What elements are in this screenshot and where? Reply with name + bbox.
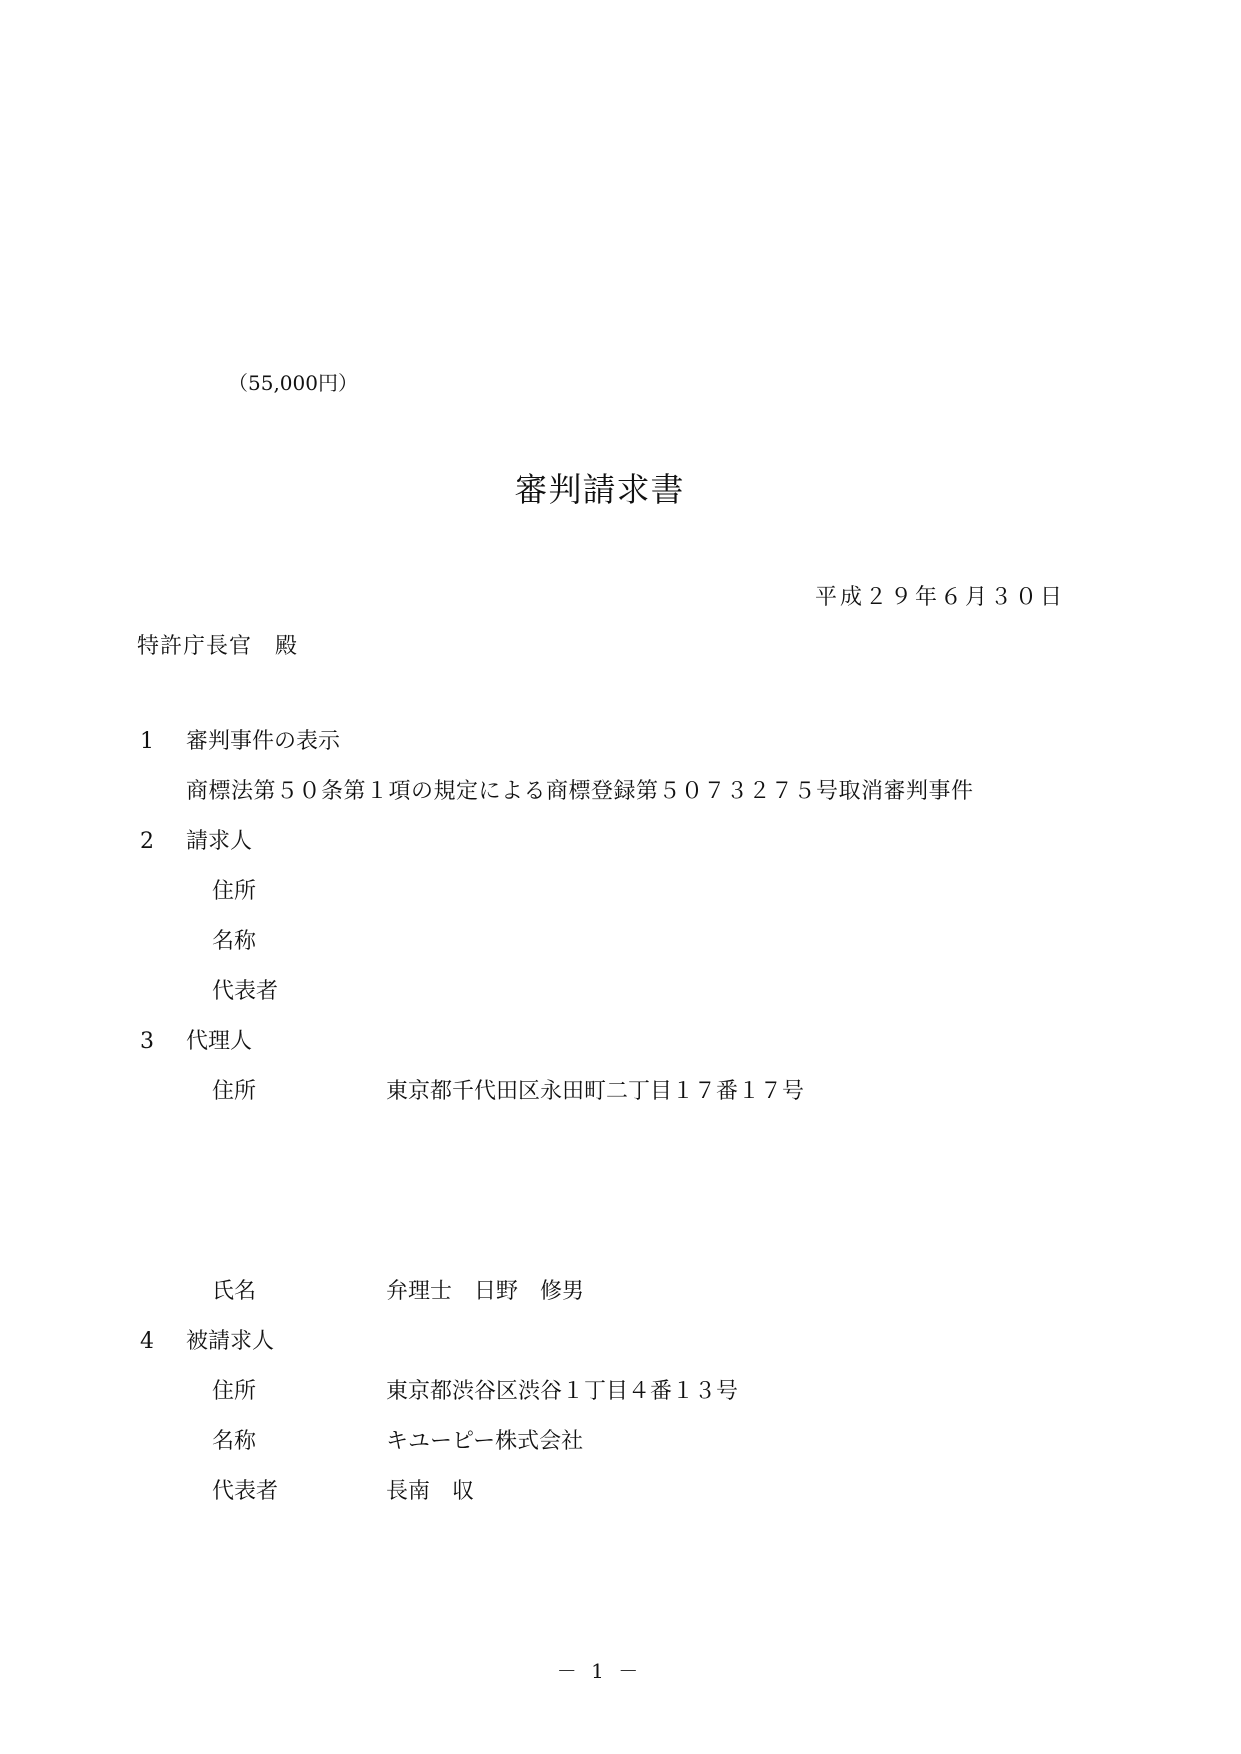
document-title: 審判請求書: [514, 470, 685, 509]
section-2-number: 2: [140, 829, 154, 854]
section-4-number: 4: [140, 1329, 154, 1354]
page-number: － 1 －: [556, 1659, 643, 1683]
requester-address-label: 住所: [212, 879, 257, 904]
filing-date: 平成２９年６月３０日: [814, 585, 1065, 610]
respondent-name-label: 名称: [212, 1429, 257, 1454]
section-4-heading: 被請求人: [186, 1329, 275, 1354]
section-1-heading: 審判事件の表示: [186, 729, 341, 754]
agent-address-label: 住所: [212, 1079, 257, 1104]
agent-name-label: 氏名: [212, 1279, 257, 1304]
fee-amount: （55,000円）: [228, 371, 358, 395]
agent-name: 弁理士 日野 修男: [386, 1279, 585, 1304]
respondent-address: 東京都渋谷区渋谷１丁目４番１３号: [386, 1379, 739, 1404]
section-2-heading: 請求人: [186, 829, 253, 854]
requester-name-label: 名称: [212, 929, 257, 954]
addressee: 特許庁長官 殿: [137, 634, 299, 659]
section-1-number: 1: [140, 729, 154, 754]
respondent-rep-label: 代表者: [212, 1479, 279, 1504]
respondent-rep: 長南 収: [386, 1479, 475, 1504]
respondent-name: キユーピー株式会社: [386, 1429, 584, 1454]
agent-address: 東京都千代田区永田町二丁目１７番１７号: [386, 1079, 805, 1104]
case-description: 商標法第５０条第１項の規定による商標登録第５０７３２７５号取消審判事件: [186, 779, 974, 804]
section-3-heading: 代理人: [186, 1029, 253, 1054]
respondent-address-label: 住所: [212, 1379, 257, 1404]
section-3-number: 3: [140, 1029, 154, 1054]
requester-rep-label: 代表者: [212, 979, 279, 1004]
